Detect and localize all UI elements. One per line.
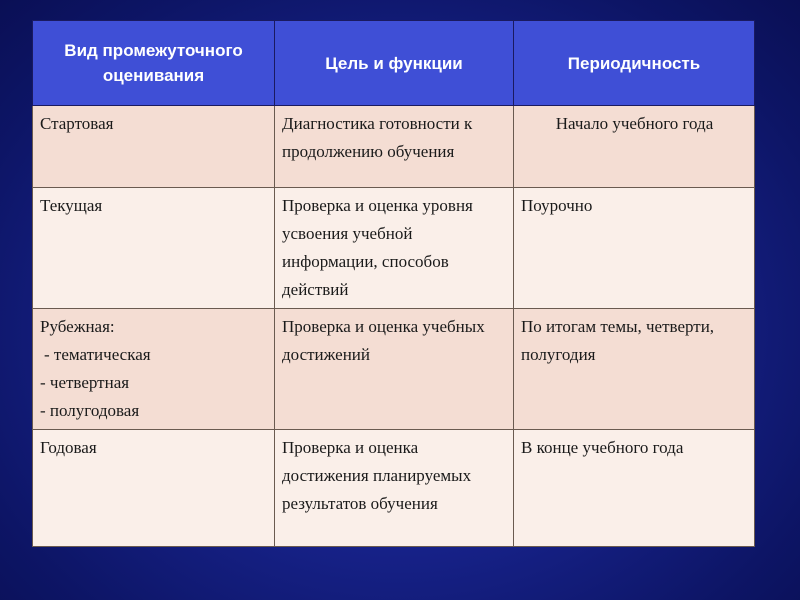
cell-purpose: Проверка и оценка учебных достижений <box>275 309 514 430</box>
cell-type-line: - полугодовая <box>40 401 140 420</box>
cell-type-line: - тематическая <box>44 345 151 364</box>
cell-type: Текущая <box>33 188 275 309</box>
header-purpose: Цель и функции <box>275 21 514 106</box>
cell-type <box>33 309 275 430</box>
table-row <box>33 106 755 188</box>
cell-type-line: - четвертная <box>40 373 130 392</box>
assessment-table-container <box>32 20 754 547</box>
cell-purpose: Диагностика готовности к продолжению обучения <box>275 106 514 188</box>
header-frequency: Периодичность <box>514 21 755 106</box>
table-header-row <box>33 21 755 106</box>
cell-frequency: Начало учебного года <box>514 106 755 188</box>
header-assessment-type: Вид промежуточного оценивания <box>33 21 275 106</box>
table-row <box>33 309 755 430</box>
cell-frequency: По итогам темы, четверти, полугодия <box>514 309 755 430</box>
table-row <box>33 188 755 309</box>
cell-type: Стартовая <box>33 106 275 188</box>
table-row <box>33 430 755 547</box>
cell-type-line: Рубежная: <box>40 317 115 336</box>
assessment-table <box>32 20 755 547</box>
cell-frequency: В конце учебного года <box>514 430 755 547</box>
cell-purpose: Проверка и оценка достижения планируемых результатов обучения <box>275 430 514 547</box>
cell-purpose: Проверка и оценка уровня усвоения учебной информации, способов действий <box>275 188 514 309</box>
cell-type: Годовая <box>33 430 275 547</box>
cell-frequency: Поурочно <box>514 188 755 309</box>
